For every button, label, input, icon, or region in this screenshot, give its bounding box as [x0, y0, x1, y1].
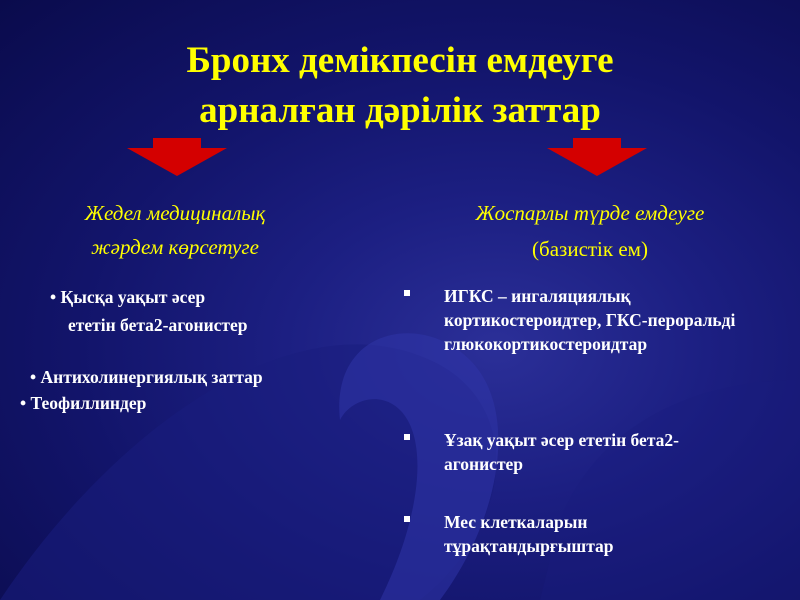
down-arrow-right-icon: [547, 138, 647, 178]
bullet-icon: [404, 290, 410, 296]
left-heading-line1: Жедел медициналық: [84, 201, 266, 225]
list-item-text: ИГКС – ингаляциялық кортикостероидтер, ГКС-пероральді глюкокортикостероидтар: [444, 286, 736, 354]
right-subheading: (базистік ем): [532, 237, 648, 261]
left-column-heading: [0, 196, 350, 264]
slide-title-line2: арналған дәрілік заттар: [199, 90, 601, 131]
bullet-icon: [404, 516, 410, 522]
list-item: • Қысқа уақыт әсер: [50, 287, 206, 307]
slide-title: [0, 36, 800, 136]
right-column-heading: [420, 196, 760, 266]
left-heading-line2: жәрдем көрсетуге: [91, 235, 259, 259]
list-item-text: Ұзақ уақыт әсер ететін бета2-агонистер: [444, 430, 679, 474]
slide-title-line1: Бронх демікпесін емдеуге: [186, 40, 614, 81]
list-item: • Теофиллиндер: [20, 393, 147, 413]
list-item: ететін бета2-агонистер: [68, 315, 248, 335]
down-arrow-left-icon: [127, 138, 227, 178]
bullet-icon: [404, 434, 410, 440]
right-heading: Жоспарлы түрде емдеуге: [475, 201, 705, 225]
list-item-text: Мес клеткаларын тұрақтандырғыштар: [444, 512, 614, 556]
list-item: • Антихолинергиялық заттар: [30, 367, 263, 387]
